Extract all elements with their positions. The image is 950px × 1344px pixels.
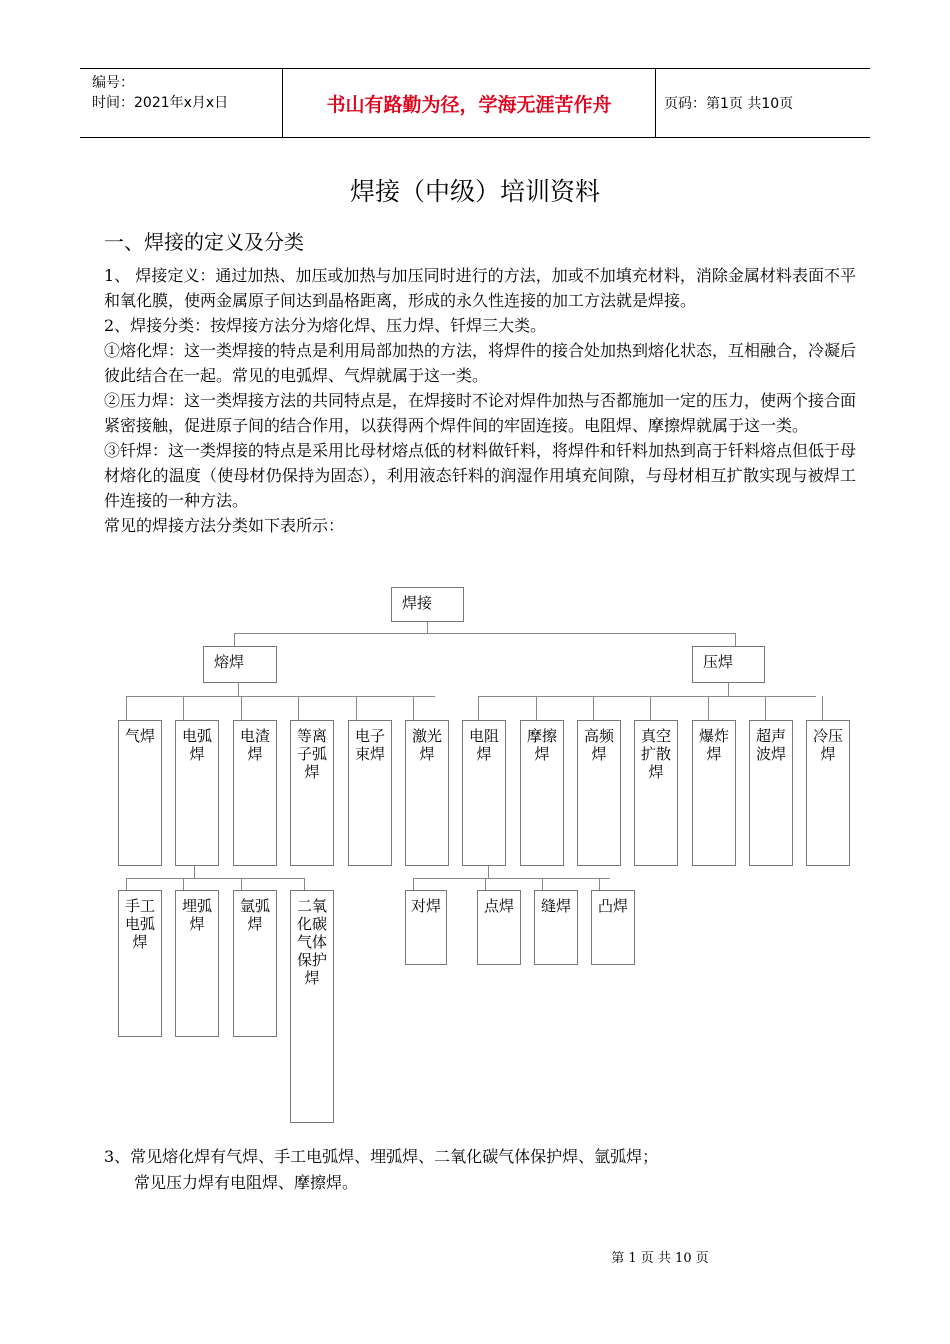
tree-node-fusion-child: 激光焊	[405, 720, 449, 866]
tree-connector-arc-down	[194, 866, 195, 878]
tree-node-pressure-child: 电阻焊	[462, 720, 506, 866]
paragraph-table-intro: 常见的焊接方法分类如下表所示：	[104, 516, 345, 535]
tree-connector-pressure-child	[822, 696, 823, 720]
tree-connector-level1	[234, 633, 736, 634]
tree-node-fusion-child: 电渣焊	[233, 720, 277, 866]
tree-connector-fusion-child	[183, 696, 184, 720]
tree-node-resistance-child: 缝焊	[534, 890, 578, 965]
doc-date-label: 时间：2021年x月x日	[92, 95, 229, 111]
tree-connector-arc-child	[241, 878, 242, 890]
item-3-line-1: 3、常见熔化焊有气焊、手工电弧焊、埋弧焊、二氧化碳气体保护焊、氩弧焊；	[104, 1147, 659, 1166]
tree-node-pressure-child: 爆炸焊	[692, 720, 736, 866]
tree-connector-resistance-bus	[413, 878, 610, 879]
tree-connector-arc-bus	[126, 878, 305, 879]
tree-connector-fusion-child	[413, 696, 414, 720]
doc-code-label: 编号：	[92, 75, 134, 91]
tree-connector-resistance-child	[599, 878, 600, 890]
tree-node-arc-child: 手工电弧焊	[118, 890, 162, 1037]
tree-connector-pressure-child	[478, 696, 479, 720]
tree-connector-pressure-child	[593, 696, 594, 720]
paragraph-brazing: ③钎焊：这一类焊接的特点是采用比母材熔点低的材料做钎料，将焊件和钎料加热到高于钎料熔点但低于母材熔化的温度（使母材仍保持为固态），利用液态钎料的润湿作用填充间隙，与母材相互扩散实现与被焊工件连接的一种方法。	[104, 441, 857, 510]
tree-node-pressure-child: 真空扩散焊	[634, 720, 678, 866]
tree-connector-pressure-child	[765, 696, 766, 720]
tree-connector-pressure-child	[650, 696, 651, 720]
paragraph-fusion: ①熔化焊：这一类焊接的特点是利用局部加热的方法，将焊件的接合处加热到熔化状态，互相融合，冷凝后彼此结合在一起。常见的电弧焊、气焊就属于这一类。	[104, 341, 857, 385]
tree-connector-fusion	[234, 633, 235, 646]
tree-node-fusion: 熔焊	[203, 646, 277, 683]
section-heading: 一、焊接的定义及分类	[104, 230, 304, 254]
tree-node-arc-child: 埋弧焊	[175, 890, 219, 1037]
tree-connector-pressure-child	[708, 696, 709, 720]
tree-connector-fusion-child	[126, 696, 127, 720]
tree-connector-fusion-bus	[126, 696, 435, 697]
tree-connector-resistance-down	[488, 866, 489, 878]
document-title: 焊接（中级）培训资料	[349, 177, 600, 206]
tree-node-pressure-child: 冷压焊	[806, 720, 850, 866]
item-3-line-2: 常见压力焊有电阻焊、摩擦焊。	[134, 1173, 359, 1192]
tree-connector-arc-child	[304, 878, 305, 890]
tree-connector-pressure-child	[536, 696, 537, 720]
tree-node-pressure-child: 摩擦焊	[520, 720, 564, 866]
tree-node-fusion-child: 气焊	[118, 720, 162, 866]
tree-connector-arc-child	[183, 878, 184, 890]
body-text	[104, 263, 856, 538]
paragraph-definition: 1、 焊接定义：通过加热、加压或加热与加压同时进行的方法，加或不加填充材料，消除金属材料表面不平和氧化膜，使两金属原子间达到晶格距离，形成的永久性连接的加工方法就是焊接。	[104, 266, 856, 310]
tree-connector-resistance-child	[485, 878, 486, 890]
tree-node-pressure: 压焊	[692, 646, 765, 683]
paragraph-classification: 2、焊接分类：按焊接方法分为熔化焊、压力焊、钎焊三大类。	[104, 316, 547, 335]
tree-connector-fusion-down	[238, 683, 239, 696]
tree-node-pressure-child: 高频焊	[577, 720, 621, 866]
page-footer: 第 1 页 共 10 页	[611, 1251, 709, 1266]
tree-connector-arc-child	[126, 878, 127, 890]
header-motto: 书山有路勤为径，学海无涯苦作舟	[282, 69, 656, 137]
tree-connector-fusion-child	[241, 696, 242, 720]
tree-node-arc-child: 二氧化碳气体保护焊	[290, 890, 334, 1123]
tree-connector-root	[427, 622, 428, 633]
tree-node-fusion-child: 电弧焊	[175, 720, 219, 866]
header-page-info: 页码：第1页 共10页	[664, 96, 794, 112]
tree-connector-pressure-down	[728, 683, 729, 696]
tree-node-arc-child: 氩弧焊	[233, 890, 277, 1037]
tree-connector-pressure	[735, 633, 736, 646]
tree-connector-fusion-child	[356, 696, 357, 720]
paragraph-pressure: ②压力焊：这一类焊接方法的共同特点是，在焊接时不论对焊件加热与否都施加一定的压力，使两个接合面紧密接触，促进原子间的结合作用，以获得两个焊件间的牢固连接。电阻焊、摩擦焊就属于这一类。	[104, 391, 857, 435]
tree-connector-resistance-child	[413, 878, 414, 890]
header-left	[92, 73, 228, 113]
tree-node-resistance-child: 点焊	[477, 890, 521, 965]
tree-connector-resistance-child	[542, 878, 543, 890]
item-3	[104, 1144, 658, 1196]
tree-node-resistance-child: 凸焊	[591, 890, 635, 965]
page-header	[80, 68, 870, 138]
tree-node-pressure-child: 超声波焊	[749, 720, 793, 866]
tree-node-fusion-child: 等离子弧焊	[290, 720, 334, 866]
tree-node-root: 焊接	[391, 587, 464, 622]
tree-node-fusion-child: 电子束焊	[348, 720, 392, 866]
tree-connector-fusion-child	[298, 696, 299, 720]
tree-node-resistance-child: 对焊	[405, 890, 447, 965]
